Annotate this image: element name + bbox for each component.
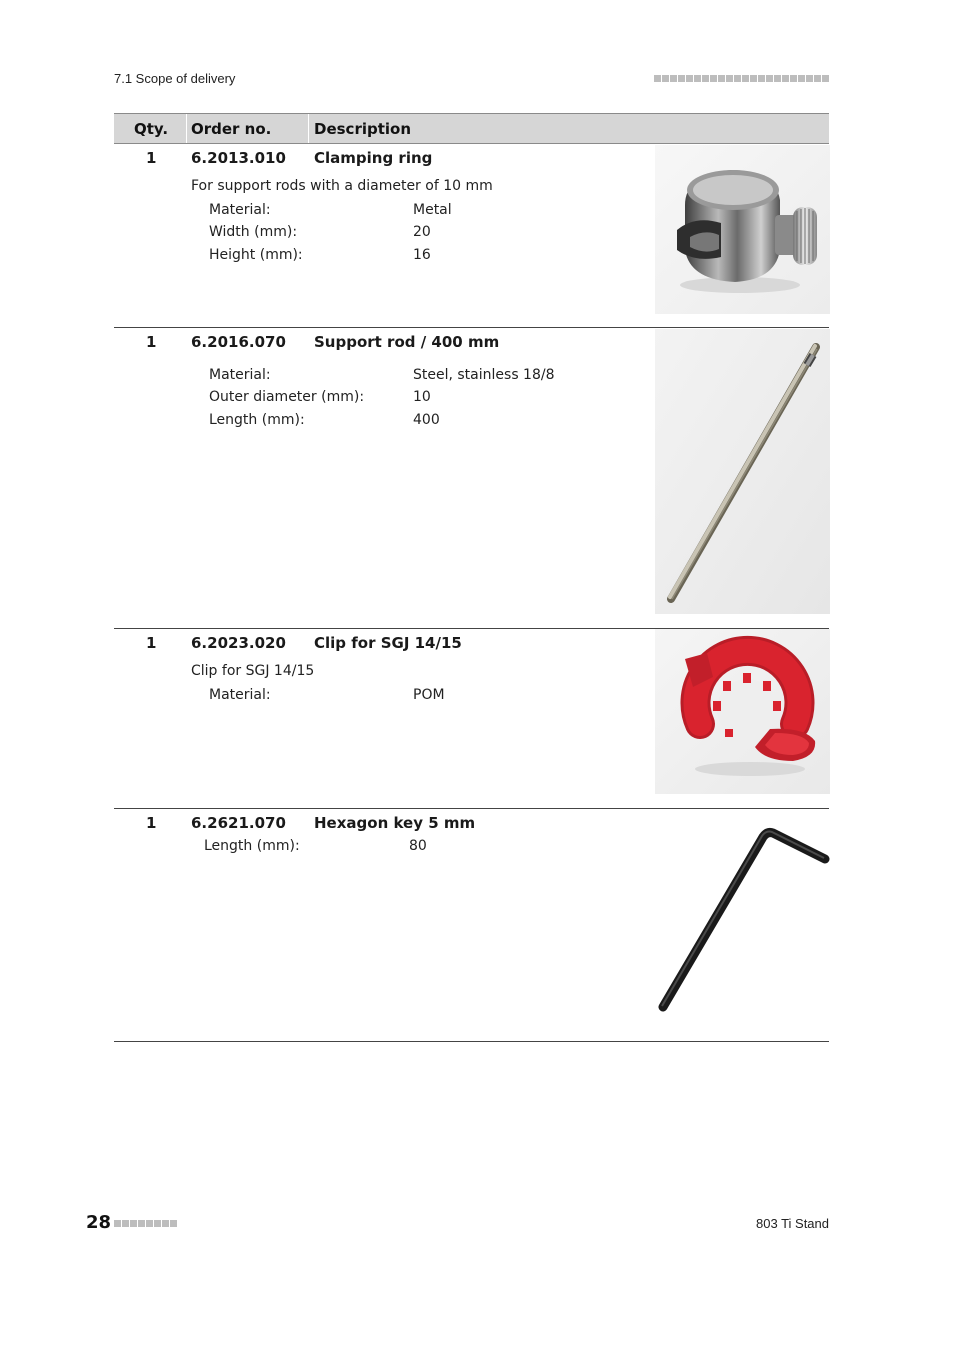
table-header [114,113,829,144]
row-order-no: 6.2621.070 [191,814,286,832]
row-title: Clip for SGJ 14/15 [314,634,462,652]
spec-value: 20 [413,224,431,240]
spec-value: Metal [413,202,452,218]
spec-value: 10 [413,389,431,405]
column-header-description: Description [314,120,412,138]
clamping-ring-photo [655,145,830,314]
support-rod-photo [655,329,830,614]
row-order-no: 6.2023.020 [191,634,286,652]
page-number: 28 [86,1212,112,1233]
row-qty: 1 [146,333,157,351]
spec-label: Length (mm): [204,838,300,854]
spec-value: Steel, stainless 18/8 [413,367,555,383]
row-order-no: 6.2013.010 [191,149,286,167]
header-square-markers [654,75,829,82]
footer-square-markers [114,1220,177,1227]
running-header-section: 7.1 Scope of delivery [114,71,236,86]
row-qty: 1 [146,634,157,652]
row-title: Clamping ring [314,149,433,167]
spec-value: POM [413,687,445,703]
column-header-qty: Qty. [134,120,169,138]
row-qty: 1 [146,814,157,832]
row-note: For support rods with a diameter of 10 mm [191,178,493,194]
row-order-no: 6.2016.070 [191,333,286,351]
spec-value: 80 [409,838,427,854]
row-qty: 1 [146,149,157,167]
row-title: Hexagon key 5 mm [314,814,476,832]
spec-label: Material: [209,367,271,383]
spec-label: Width (mm): [209,224,298,240]
spec-label: Length (mm): [209,412,305,428]
hexagon-key-photo [655,819,830,1024]
row-title: Support rod / 400 mm [314,333,500,351]
column-header-order-no: Order no. [191,120,272,138]
clip-photo [655,629,830,794]
footer-document-title: 803 Ti Stand [756,1216,829,1231]
spec-label: Material: [209,202,271,218]
spec-label: Material: [209,687,271,703]
spec-value: 16 [413,247,431,263]
spec-value: 400 [413,412,440,428]
spec-label: Outer diameter (mm): [209,389,365,405]
row-note: Clip for SGJ 14/15 [191,663,315,679]
spec-label: Height (mm): [209,247,303,263]
